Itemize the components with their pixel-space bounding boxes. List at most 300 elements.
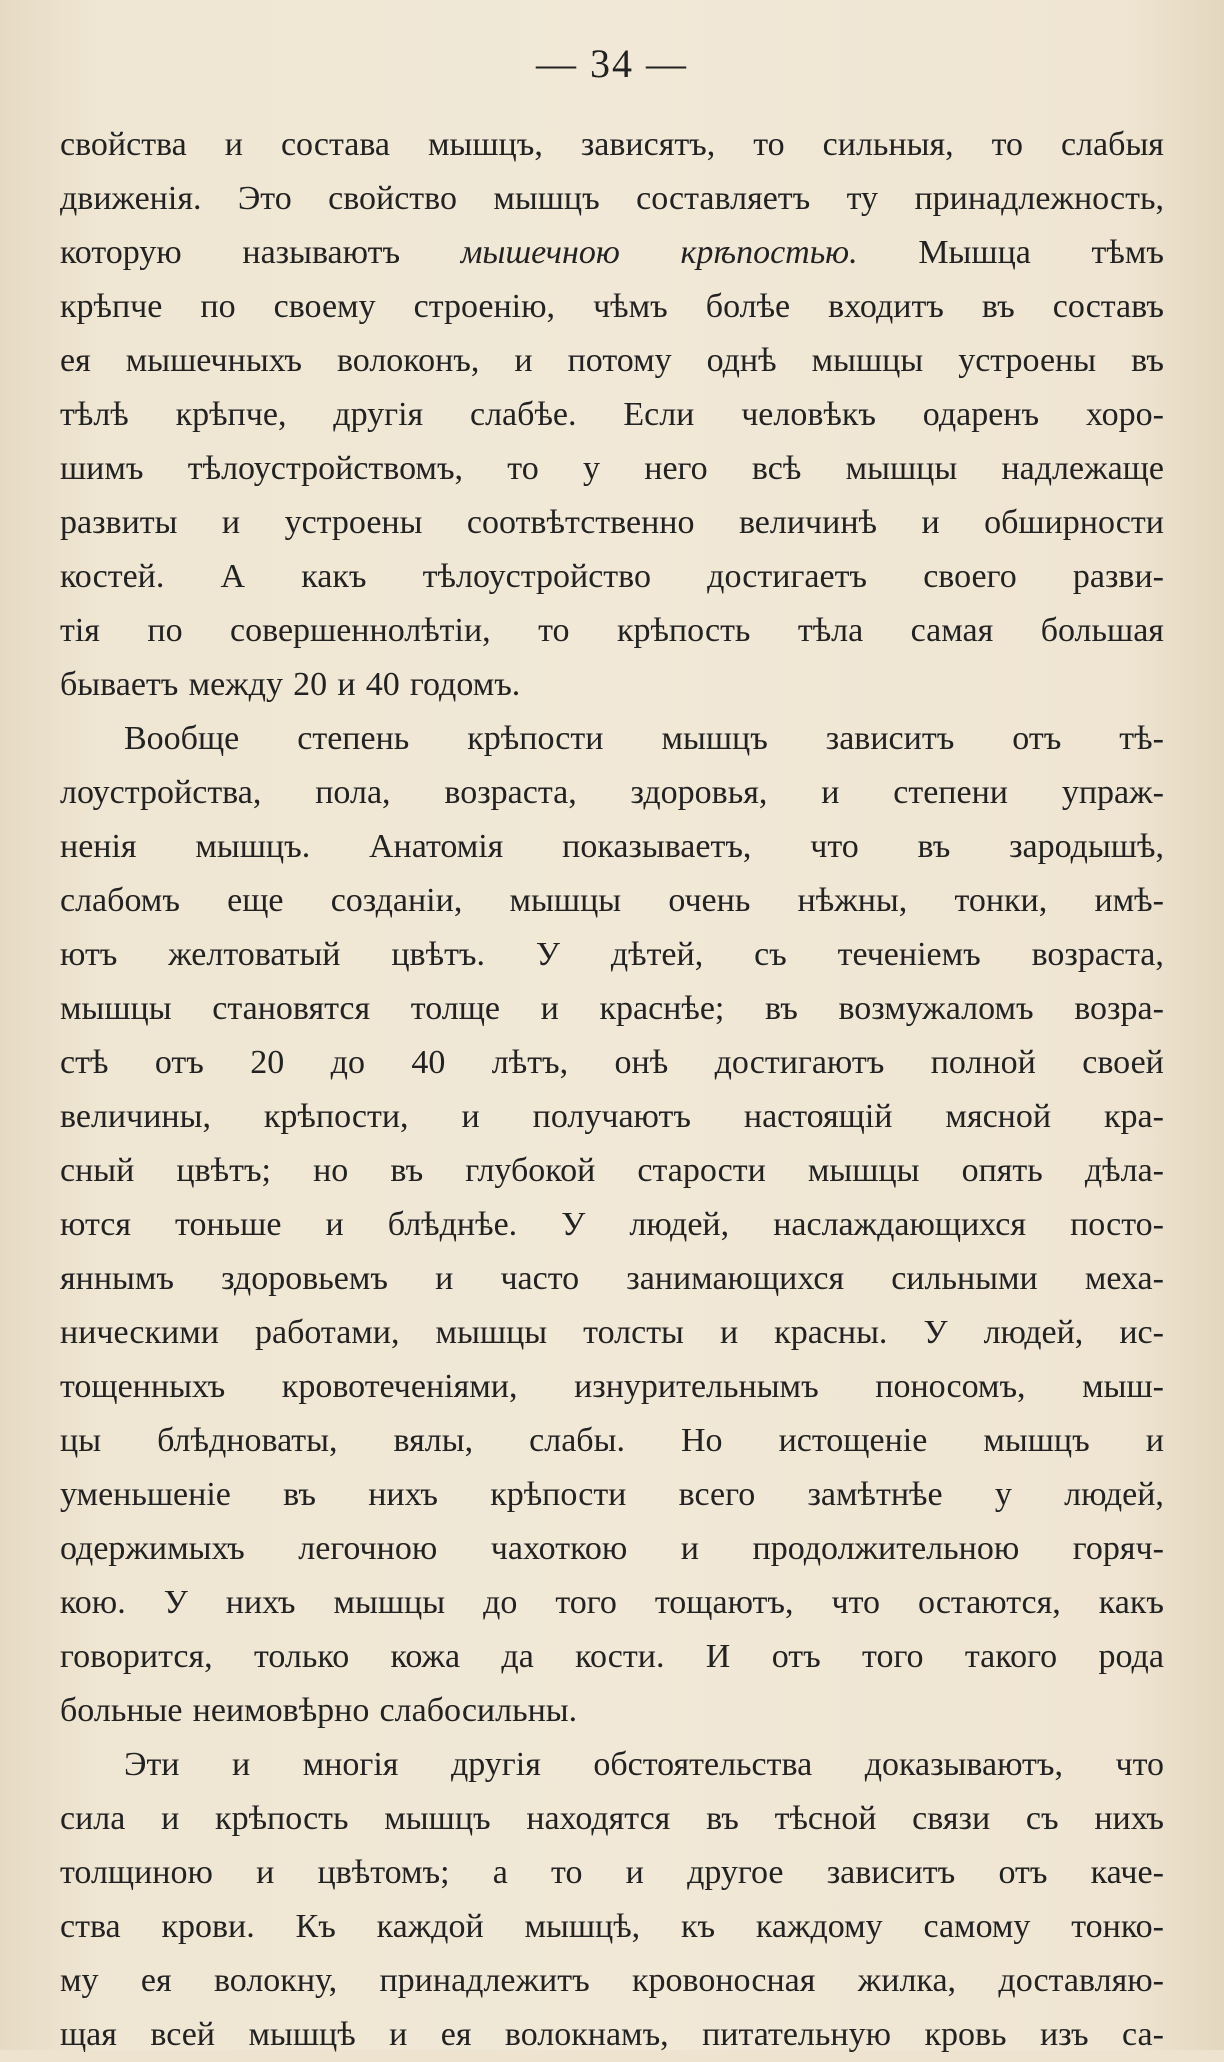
word: неимовѣрно [192,1692,370,1729]
word: У [163,1584,188,1621]
word: въ [1131,342,1164,379]
word: кра- [1104,1098,1164,1135]
word: получаютъ [532,1098,691,1135]
word: Но [681,1422,723,1459]
word: тѣлѣ [60,396,129,433]
word: да [501,1638,534,1675]
word: людей, [1064,1476,1164,1513]
word: каждой [376,1908,484,1945]
word: что [810,828,859,865]
word: краснѣе; [599,990,725,1027]
text-line [60,118,1164,172]
text-line [60,172,1164,226]
word: волокнамъ, [504,2016,669,2053]
word: степени [893,774,1008,811]
word: того [555,1584,617,1621]
word: мышцѣ [248,2016,356,2053]
word: больные [60,1692,183,1729]
word: Вообще [124,720,240,757]
text-line [60,1468,1164,1522]
word: и [514,342,533,379]
word: жилка, [857,1962,957,1999]
word: совершеннолѣтіи, [230,612,491,649]
word: мышечныхъ [125,342,302,379]
word: тѣла [797,612,864,649]
word: всѣ [751,450,802,487]
word: устроены [284,504,423,541]
word: обстоятельства [593,1746,813,1783]
word: ническими [60,1314,219,1351]
word: мышцы [811,342,924,379]
text-line [60,1900,1164,1954]
word: мышцѣ, [524,1908,641,1945]
word: 20 [293,666,328,703]
word: остаются, [917,1584,1061,1621]
word: слабыя [1061,126,1164,163]
word: мясной [945,1098,1052,1135]
text-line [60,1576,1164,1630]
word: соотвѣтственно [466,504,695,541]
word: однѣ [706,342,777,379]
word: бываетъ [60,666,179,703]
word: то [753,126,785,163]
word: находятся [526,1800,671,1837]
word: лѣтъ, [491,1044,569,1081]
word: кровотеченіями, [281,1368,518,1405]
word: говорится, [60,1638,213,1675]
word: зависитъ [826,1854,956,1891]
word: становятся [212,990,371,1027]
word: очень [668,882,751,919]
word: Къ [295,1908,336,1945]
text-line [60,1360,1164,1414]
word: между [188,666,283,703]
word: всей [150,2016,216,2053]
word: зависитъ [825,720,955,757]
text-line [60,1522,1164,1576]
word: и [921,504,940,541]
word: тонки, [954,882,1048,919]
word: настоящій [743,1098,893,1135]
word: созданіи, [330,882,463,919]
text-line [60,2008,1164,2062]
text-line [60,712,1164,766]
word: принадлежность, [914,180,1164,217]
word: слабосильны. [379,1692,578,1729]
text-line [60,658,1164,712]
word: что [831,1584,880,1621]
word: стѣ [60,1044,109,1081]
word: большая [1040,612,1164,649]
word: въ [917,828,951,865]
word: своей [1082,1044,1164,1081]
word: тѣмъ [1091,234,1164,271]
word: ея [60,342,91,379]
word: и [540,990,559,1027]
word: только [253,1638,350,1675]
word: каче- [1090,1854,1164,1891]
text-line [60,388,1164,442]
word: ства [60,1908,121,1945]
word: Если [623,396,695,433]
word: величинѣ [738,504,877,541]
word: красны. [774,1314,888,1351]
word: достигаетъ [707,558,868,595]
word: по [200,288,236,325]
word: входитъ [828,288,944,325]
word: мышцъ [493,180,600,217]
word: цвѣтъ. [391,936,486,973]
word: достигаютъ [714,1044,885,1081]
word: Мышца [918,234,1031,271]
word: старости [637,1152,766,1189]
word: то [551,1854,583,1891]
text-line [60,1792,1164,1846]
word: щая [60,2016,117,2053]
word: то [538,612,570,649]
word: мышцъ. [195,828,311,865]
word: въ [706,1800,739,1837]
word: мышцы [333,1584,446,1621]
text-line [60,1306,1164,1360]
word: крѣпче [60,288,163,325]
word: крѣпости, [263,1098,409,1135]
word: занимающихся [626,1260,845,1297]
word: здоровьемъ [221,1260,388,1297]
word: дѣтей, [610,936,704,973]
word: называютъ [242,234,401,271]
word: часто [500,1260,580,1297]
word: какъ [1098,1584,1164,1621]
word: и [680,1530,699,1567]
word: Эти [124,1746,180,1783]
word: мышцы [435,1314,548,1351]
text-line [60,496,1164,550]
word: здоровья, [630,774,768,811]
word: но [313,1152,349,1189]
word: лоустройства, [60,774,262,811]
word: обширности [984,504,1164,541]
page-body-text [60,118,1164,2062]
word: крѣпость [215,1800,349,1837]
word: продолжительною [752,1530,1020,1567]
word: цвѣтомъ; [317,1854,450,1891]
word: крѣпости [467,720,604,757]
word: блѣдноваты, [157,1422,338,1459]
word: надлежаще [1001,450,1164,487]
word: возраста, [444,774,577,811]
word: изъ [1039,2016,1089,2053]
word: рода [1098,1638,1164,1675]
word: тѣ- [1119,720,1164,757]
text-line [60,604,1164,658]
word: Это [237,180,292,217]
word: пола, [315,774,391,811]
text-line [60,1738,1164,1792]
text-line [60,982,1164,1036]
word: ютъ [60,936,118,973]
word: блѣднѣе. [387,1206,518,1243]
word: вялы, [393,1422,474,1459]
word: чахоткою [490,1530,628,1567]
word: составъ [1052,288,1164,325]
word: мышцъ [983,1422,1090,1459]
word: и [221,504,241,541]
word: мышцъ [384,1800,491,1837]
word: возраста, [1031,936,1164,973]
word: свойство [328,180,457,217]
word: изнурительнымъ [574,1368,819,1405]
word: другое [687,1854,784,1891]
word: глубокой [465,1152,596,1189]
word: тѣлоустройство [422,558,651,595]
word: У [923,1314,948,1351]
word: и [232,1746,251,1783]
word: 40 [411,1044,446,1081]
word: многія [302,1746,399,1783]
word: принадлежитъ [379,1962,590,1999]
word: и [256,1854,275,1891]
word: одаренъ [922,396,1040,433]
word: сильныя, [822,126,954,163]
word: замѣтнѣе [807,1476,943,1513]
word: мышцы [807,1152,920,1189]
text-line [60,766,1164,820]
word: му [60,1962,99,1999]
word: крѣпче, [175,396,287,433]
word: то [991,126,1024,163]
word: желтоватый [168,936,341,973]
word: крѣпость [616,612,751,649]
word: съ [1025,1800,1059,1837]
word: слабы. [529,1422,625,1459]
word: того [862,1638,924,1675]
word: поносомъ, [875,1368,1026,1405]
word: мышечною [460,234,620,271]
word: мышцъ, [428,126,543,163]
word: и [161,1800,180,1837]
word: величины, [60,1098,211,1135]
word: составляетъ [636,180,811,217]
word: него [644,450,708,487]
word: и [389,2016,408,2053]
word: кровоносная [632,1962,816,1999]
word: до [330,1044,365,1081]
word: самому [923,1908,1031,1945]
word: возмужаломъ [838,990,1034,1027]
word: мышцы [845,450,958,487]
word: шимъ [60,450,144,487]
word: своему [273,288,376,325]
word: У [535,936,560,973]
text-line [60,874,1164,928]
text-line [60,280,1164,334]
word: другія [450,1746,541,1783]
page-number-header: — 34 — [536,41,688,86]
word: всего [678,1476,756,1513]
word: яннымъ [60,1260,174,1297]
word: устроены [958,342,1097,379]
word: толсты [583,1314,684,1351]
word: истощеніе [778,1422,928,1459]
word: опять [961,1152,1043,1189]
word: ис- [1119,1314,1164,1351]
word: наслаждающихся [773,1206,1027,1243]
word: что [1115,1746,1164,1783]
word: степень [297,720,410,757]
word: крѣпостью. [680,234,858,271]
word: А [220,558,246,595]
word: такого [964,1638,1058,1675]
word: ются [60,1206,131,1243]
word: толщиною [60,1854,213,1891]
text-line [60,1630,1164,1684]
word: своего [923,558,1017,595]
word: самая [910,612,994,649]
word: кровь [924,2016,1007,2053]
word: крѣпости [490,1476,627,1513]
word: легочною [298,1530,438,1567]
word: которую [60,234,182,271]
text-line [60,1144,1164,1198]
word: другія [333,396,424,433]
word: доказываютъ, [864,1746,1063,1783]
word: нихъ [1094,1800,1164,1837]
word: меха- [1084,1260,1164,1297]
word: У [561,1206,586,1243]
word: слабѣе. [470,396,577,433]
word: упраж- [1061,774,1164,811]
word: къ [680,1908,716,1945]
word: мышцы [509,882,622,919]
word: у [582,450,600,487]
word: въ [390,1152,424,1189]
word: одержимыхъ [60,1530,245,1567]
word: мыш- [1082,1368,1164,1405]
word: еще [227,882,284,919]
word: уменьшеніе [60,1476,231,1513]
word: имѣ- [1094,882,1164,919]
word: людей, [629,1206,730,1243]
word: то [507,450,539,487]
word: до [483,1584,518,1621]
word: въ [981,288,1015,325]
word: нихъ [225,1584,296,1621]
text-line [60,1036,1164,1090]
word: работами, [254,1314,400,1351]
word: чѣмъ [593,288,668,325]
word: по [147,612,183,649]
word: у [994,1476,1012,1513]
word: тонко- [1071,1908,1164,1945]
word: состава [280,126,391,163]
text-line [60,928,1164,982]
word: и [719,1314,739,1351]
word: горяч- [1072,1530,1164,1567]
word: питательную [702,2016,891,2053]
word: зависятъ, [580,126,716,163]
text-line [60,1090,1164,1144]
word: тія [60,612,100,649]
word: доставляю- [998,1962,1164,1999]
word: теченіемъ [837,936,981,973]
word: крови. [161,1908,255,1945]
word: хоро- [1085,396,1164,433]
text-line [60,1954,1164,2008]
word: и [337,666,356,703]
word: какъ [301,558,367,595]
word: сный [60,1152,135,1189]
word: болѣе [705,288,791,325]
word: ненія [60,828,137,865]
word: развиты [60,504,178,541]
text-line [60,1846,1164,1900]
word: тощенныхъ [60,1368,226,1405]
word: годомъ. [409,666,521,703]
word: тѣсной [774,1800,877,1837]
word: показываетъ, [562,828,752,865]
word: въ [765,990,798,1027]
word: отъ [1012,720,1062,757]
word: отъ [998,1854,1048,1891]
word: связи [912,1800,991,1837]
word: въ [283,1476,316,1513]
word: толще [410,990,500,1027]
word: каждому [755,1908,883,1945]
word: сила [60,1800,126,1837]
word: сильными [891,1260,1038,1297]
text-line [60,334,1164,388]
word: ея [140,1962,172,1999]
word: и [435,1260,454,1297]
text-line [60,226,1164,280]
text-line [60,1684,1164,1738]
word: потому [567,342,672,379]
word: костей. [60,558,165,595]
word: кожа [390,1638,461,1675]
word: полной [930,1044,1036,1081]
text-line [60,1252,1164,1306]
word: мышцы [60,990,172,1027]
word: кою. [60,1584,126,1621]
word: са- [1122,2016,1164,2053]
word: тѣлоустройствомъ, [187,450,464,487]
word: строенію, [413,288,556,325]
word: отъ [154,1044,204,1081]
word: и [325,1206,344,1243]
word: кости. [575,1638,665,1675]
word: возра- [1074,990,1164,1027]
word: и [1145,1422,1164,1459]
text-line [60,550,1164,604]
word: отъ [771,1638,821,1675]
word: слабомъ [60,882,180,919]
word: ея [440,2016,472,2053]
text-line [60,820,1164,874]
word: 20 [250,1044,285,1081]
word: съ [754,936,787,973]
word: движенія. [60,180,202,217]
word: тощаютъ, [654,1584,794,1621]
text-line [60,1414,1164,1468]
word: и [625,1854,644,1891]
word: нихъ [368,1476,438,1513]
word: Анатомія [369,828,504,865]
word: людей, [983,1314,1084,1351]
text-line [60,442,1164,496]
word: дѣла- [1084,1152,1164,1189]
word: посто- [1070,1206,1164,1243]
